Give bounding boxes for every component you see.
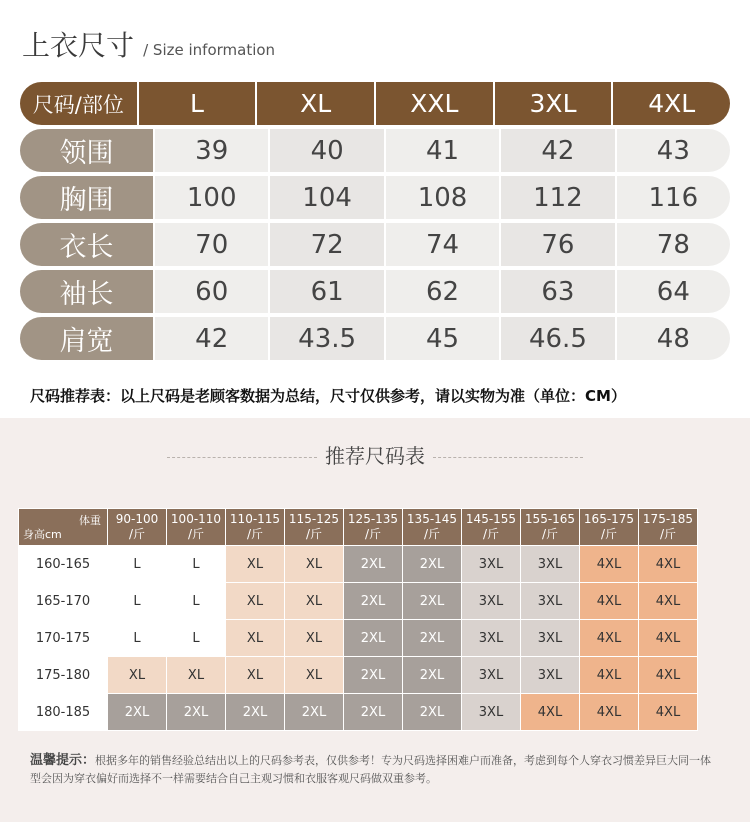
row-label: 领围 <box>20 129 153 172</box>
table-row <box>19 583 698 620</box>
table-cell: 41 <box>386 129 499 172</box>
tip-label: 温馨提示： <box>30 753 96 768</box>
size-cell: 4XL <box>580 657 639 694</box>
header-cell: L <box>139 82 256 125</box>
row-label: 衣长 <box>20 223 153 266</box>
recommend-table <box>18 508 698 731</box>
table-cell: 45 <box>386 317 499 360</box>
size-cell: 2XL <box>344 546 403 583</box>
recommend-title <box>0 440 750 469</box>
size-cell: 4XL <box>580 694 639 731</box>
table-cell: 64 <box>617 270 730 313</box>
recommend-title-text: 推荐尺码表 <box>325 444 425 468</box>
size-cell: 4XL <box>580 620 639 657</box>
size-cell: 4XL <box>580 546 639 583</box>
size-cell: 4XL <box>639 583 698 620</box>
recommend-section <box>0 418 750 822</box>
size-table <box>20 82 730 364</box>
table-cell: 63 <box>501 270 614 313</box>
table-cell: 48 <box>617 317 730 360</box>
size-cell: XL <box>226 546 285 583</box>
height-header: 165-170 <box>19 583 108 620</box>
table-row <box>20 223 730 266</box>
weight-header: 165-175 /斤 <box>580 509 639 546</box>
table-cell: 62 <box>386 270 499 313</box>
size-cell: 2XL <box>403 583 462 620</box>
header-cell: XXL <box>376 82 493 125</box>
row-label: 肩宽 <box>20 317 153 360</box>
size-cell: XL <box>285 620 344 657</box>
height-header: 170-175 <box>19 620 108 657</box>
table-row <box>20 176 730 219</box>
height-header: 175-180 <box>19 657 108 694</box>
size-cell: 2XL <box>403 620 462 657</box>
unit-note: 尺码推荐表：以上尺码是老顾客数据为总结，尺寸仅供参考，请以实物为准（单位：CM） <box>30 387 626 405</box>
size-cell: 4XL <box>580 583 639 620</box>
table-cell: 39 <box>155 129 268 172</box>
table-cell: 112 <box>501 176 614 219</box>
table-cell: 78 <box>617 223 730 266</box>
size-cell: L <box>167 583 226 620</box>
table-cell: 70 <box>155 223 268 266</box>
table-cell: 61 <box>270 270 383 313</box>
table-row <box>19 620 698 657</box>
row-label: 胸围 <box>20 176 153 219</box>
height-header: 180-185 <box>19 694 108 731</box>
size-cell: XL <box>226 583 285 620</box>
table-cell: 42 <box>155 317 268 360</box>
weight-header: 125-135 /斤 <box>344 509 403 546</box>
title-en: / Size information <box>143 41 276 59</box>
divider <box>433 457 583 458</box>
weight-header: 175-185 /斤 <box>639 509 698 546</box>
height-header: 160-165 <box>19 546 108 583</box>
header-cell: 尺码/部位 <box>20 82 137 125</box>
size-cell: XL <box>226 657 285 694</box>
size-cell: XL <box>226 620 285 657</box>
size-cell: L <box>108 620 167 657</box>
table-cell: 100 <box>155 176 268 219</box>
table-cell: 40 <box>270 129 383 172</box>
size-cell: 3XL <box>521 620 580 657</box>
size-cell: 2XL <box>344 620 403 657</box>
size-cell: 2XL <box>344 694 403 731</box>
size-cell: 3XL <box>521 583 580 620</box>
page-title <box>22 24 275 64</box>
table-cell: 104 <box>270 176 383 219</box>
size-cell: 4XL <box>639 546 698 583</box>
size-cell: XL <box>285 657 344 694</box>
corner-height: 身高cm <box>23 528 62 541</box>
table-cell: 72 <box>270 223 383 266</box>
table-cell: 108 <box>386 176 499 219</box>
size-cell: XL <box>167 657 226 694</box>
tip <box>30 752 720 788</box>
table-cell: 42 <box>501 129 614 172</box>
table-row <box>20 129 730 172</box>
weight-header: 135-145 /斤 <box>403 509 462 546</box>
weight-header: 110-115 /斤 <box>226 509 285 546</box>
weight-header: 100-110 /斤 <box>167 509 226 546</box>
size-cell: L <box>167 546 226 583</box>
size-cell: 4XL <box>639 620 698 657</box>
size-cell: 2XL <box>344 583 403 620</box>
tip-text: 根据多年的销售经验总结出以上的尺码参考表，仅供参考！专为尺码选择困难户而准备，考虑到每个人穿衣习惯差异巨大同一体型会因为穿衣偏好而选择不一样需要结合自己主观习惯和衣服客观尺码做双重参考。 <box>30 754 712 785</box>
size-cell: 2XL <box>167 694 226 731</box>
size-cell: 3XL <box>462 620 521 657</box>
divider <box>167 457 317 458</box>
size-cell: XL <box>285 583 344 620</box>
size-cell: 4XL <box>639 694 698 731</box>
size-table-header <box>20 82 730 125</box>
size-cell: 2XL <box>344 657 403 694</box>
size-cell: 3XL <box>462 583 521 620</box>
table-cell: 76 <box>501 223 614 266</box>
header-cell: XL <box>257 82 374 125</box>
corner-weight: 体重 <box>79 514 101 527</box>
size-cell: 2XL <box>226 694 285 731</box>
table-row <box>20 317 730 360</box>
size-cell: XL <box>108 657 167 694</box>
size-cell: 3XL <box>521 546 580 583</box>
size-cell: 4XL <box>639 657 698 694</box>
size-cell: 4XL <box>521 694 580 731</box>
recommend-header-row <box>19 509 698 546</box>
size-cell: 2XL <box>403 694 462 731</box>
title-zh: 上衣尺寸 <box>22 29 135 62</box>
size-cell: L <box>167 620 226 657</box>
corner-cell <box>19 509 108 546</box>
row-label: 袖长 <box>20 270 153 313</box>
size-cell: 2XL <box>285 694 344 731</box>
header-cell: 3XL <box>495 82 612 125</box>
table-cell: 116 <box>617 176 730 219</box>
size-cell: 3XL <box>462 657 521 694</box>
table-row <box>19 657 698 694</box>
size-cell: L <box>108 583 167 620</box>
size-cell: 3XL <box>521 657 580 694</box>
size-cell: XL <box>285 546 344 583</box>
table-row <box>19 694 698 731</box>
weight-header: 90-100 /斤 <box>108 509 167 546</box>
table-cell: 74 <box>386 223 499 266</box>
header-cell: 4XL <box>613 82 730 125</box>
size-cell: L <box>108 546 167 583</box>
table-cell: 43.5 <box>270 317 383 360</box>
size-cell: 2XL <box>108 694 167 731</box>
size-cell: 2XL <box>403 546 462 583</box>
table-row <box>19 546 698 583</box>
table-cell: 60 <box>155 270 268 313</box>
weight-header: 145-155 /斤 <box>462 509 521 546</box>
size-cell: 3XL <box>462 694 521 731</box>
table-cell: 43 <box>617 129 730 172</box>
weight-header: 155-165 /斤 <box>521 509 580 546</box>
weight-header: 115-125 /斤 <box>285 509 344 546</box>
table-cell: 46.5 <box>501 317 614 360</box>
table-row <box>20 270 730 313</box>
size-cell: 2XL <box>403 657 462 694</box>
size-cell: 3XL <box>462 546 521 583</box>
